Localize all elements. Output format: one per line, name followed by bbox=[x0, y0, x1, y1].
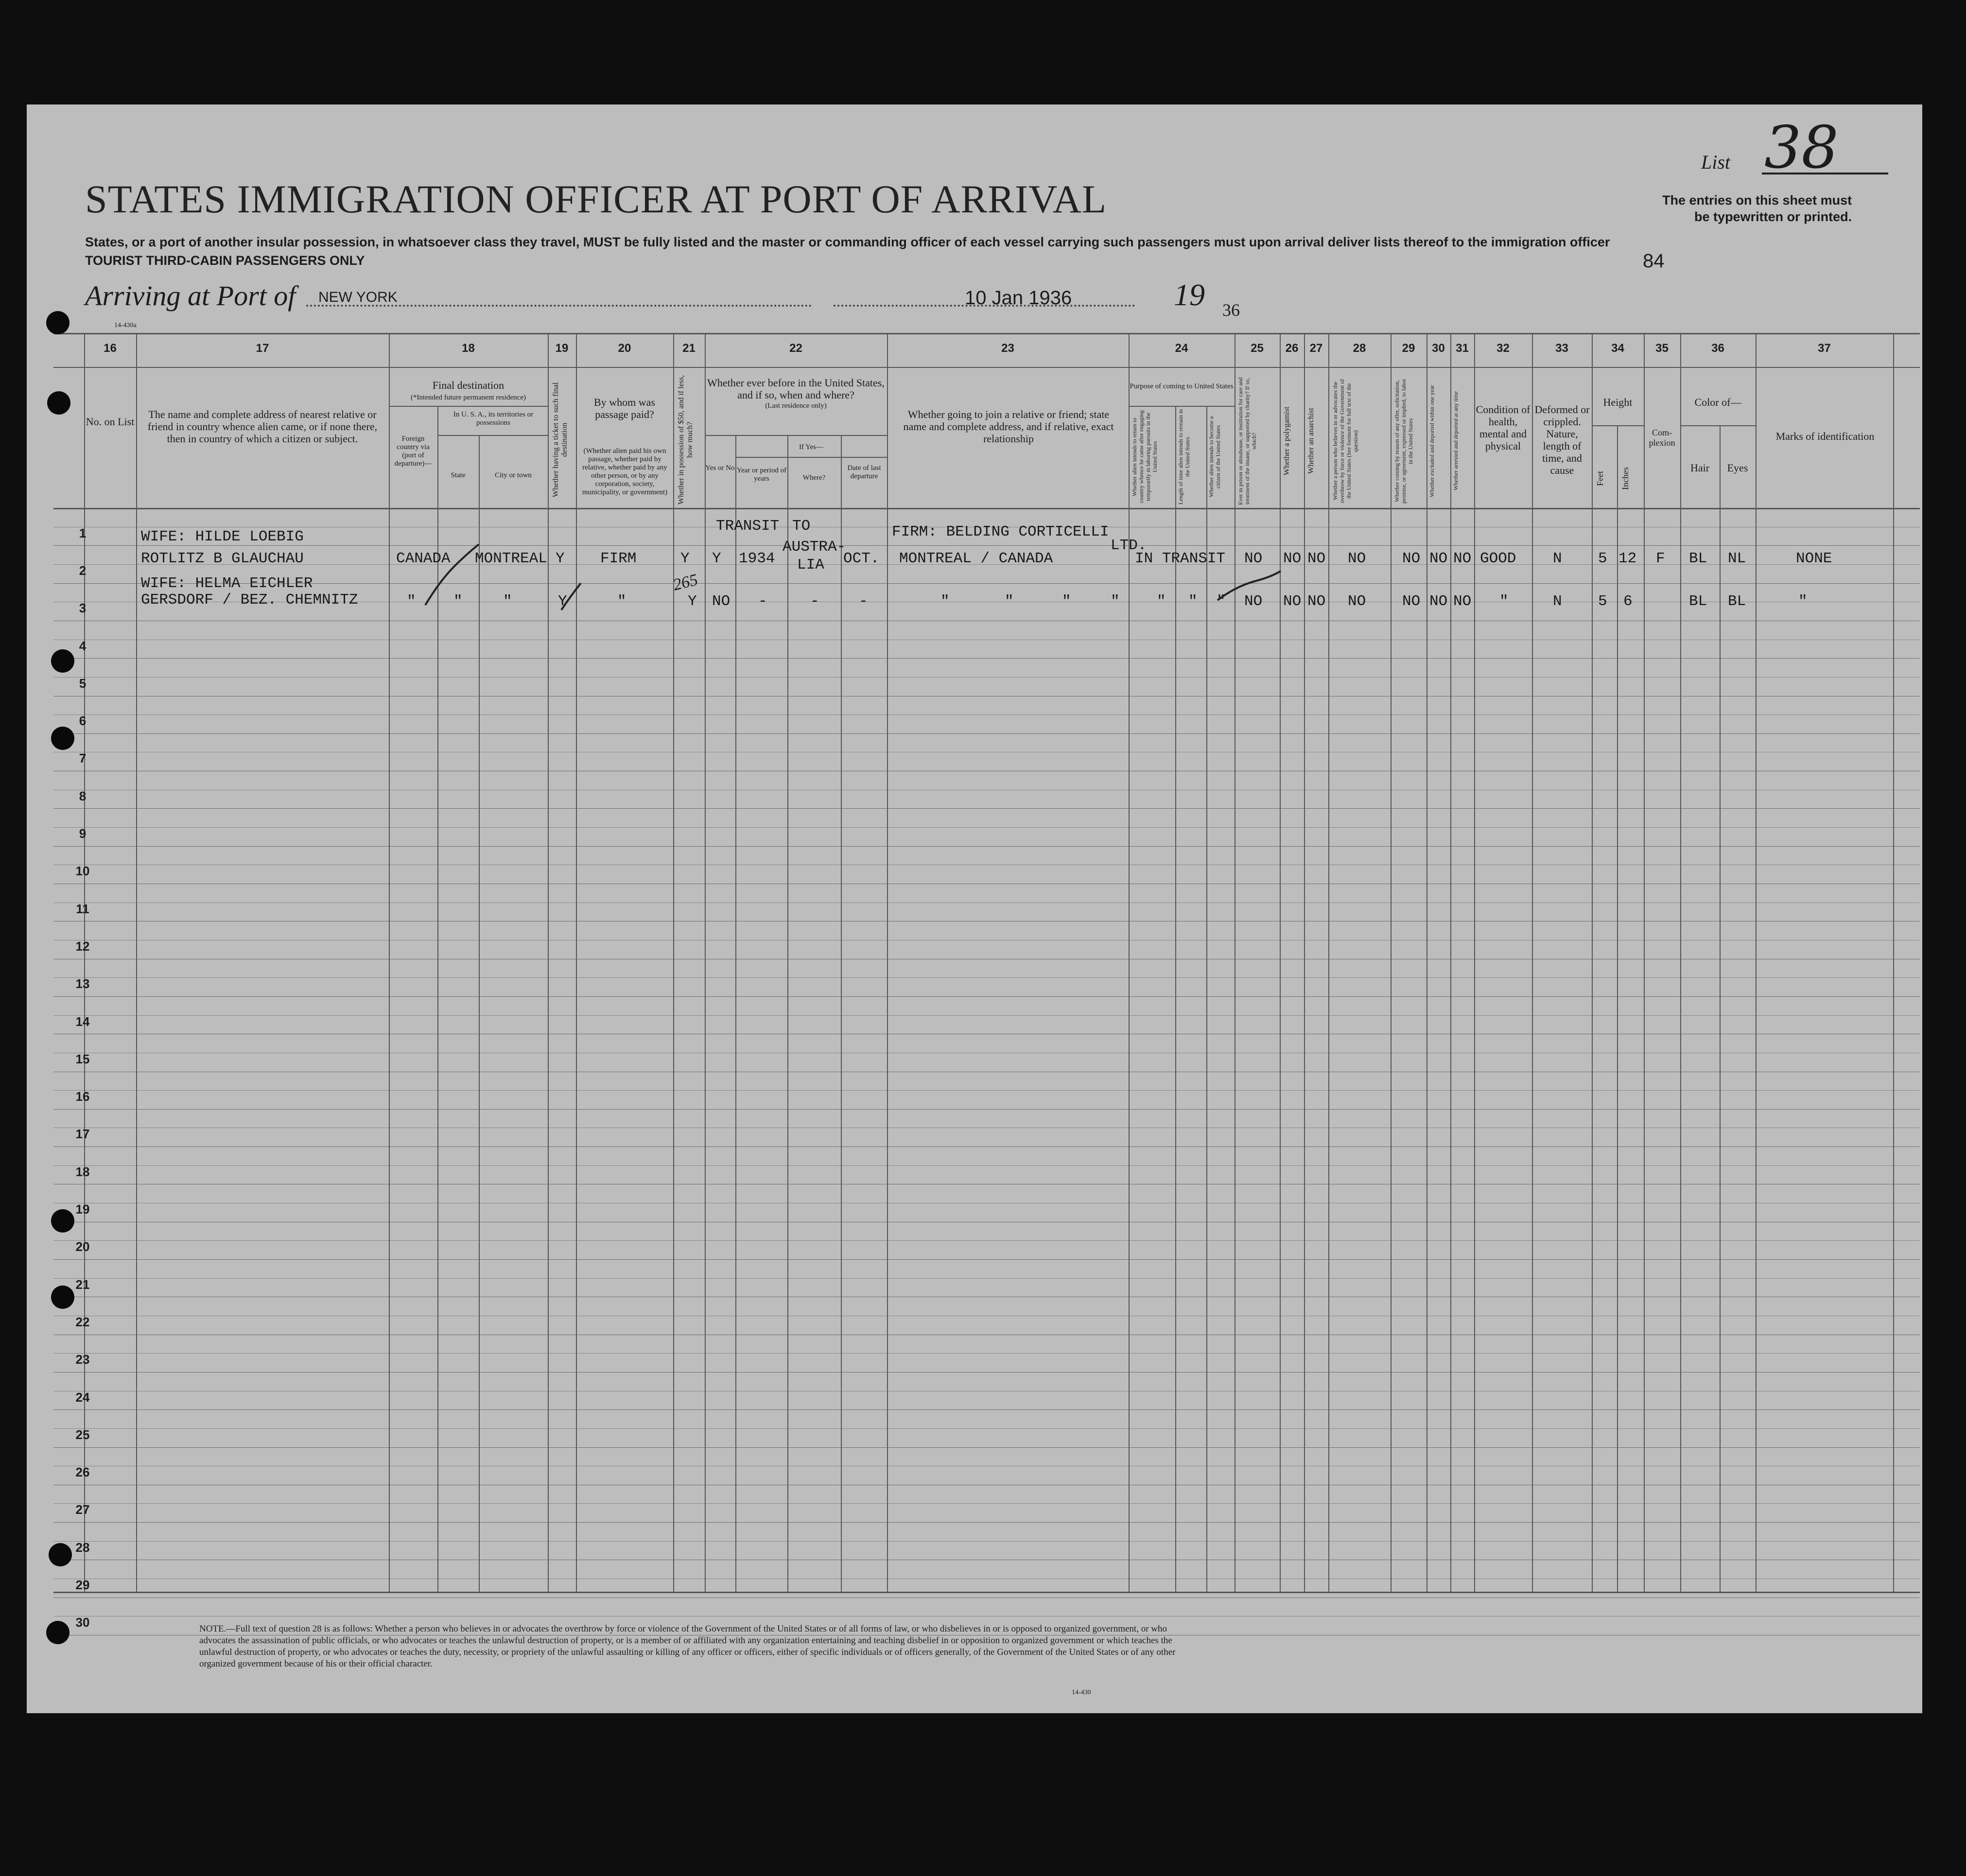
col-number: 30 bbox=[1432, 342, 1445, 355]
entry2-before-where: - bbox=[810, 593, 819, 610]
row-number: 17 bbox=[75, 1127, 90, 1141]
entry1-deformed: N bbox=[1553, 550, 1562, 567]
col-number: 16 bbox=[104, 342, 117, 355]
entry2-before-yes-no: NO bbox=[712, 593, 731, 610]
entry2-polygamist: NO bbox=[1283, 593, 1302, 610]
entries-note-line-1: The entries on this sheet must bbox=[1662, 193, 1852, 208]
col-number: 29 bbox=[1402, 342, 1415, 355]
entry1-before-where-2: LIA bbox=[797, 556, 824, 573]
binder-hole bbox=[51, 727, 74, 750]
entry2-purpose-a: " bbox=[1157, 593, 1166, 610]
arrival-date: 10 Jan 1936 bbox=[965, 287, 1072, 309]
hdr-relative: The name and complete address of nearest relative or friend in country whence alien came, or if none there, then in country of which a citizen or subject. bbox=[147, 408, 378, 445]
entry1-city: MONTREAL bbox=[475, 550, 547, 567]
entry2-hair: BL bbox=[1689, 593, 1707, 610]
row-number: 18 bbox=[75, 1164, 90, 1179]
entry2-purpose-b: " bbox=[1188, 593, 1198, 610]
hdr-final-destination-sub: (*Intended future permanent residence) bbox=[411, 394, 526, 401]
row-midline bbox=[53, 1278, 1920, 1279]
col-number: 36 bbox=[1711, 342, 1724, 355]
hdr-height: Height bbox=[1603, 396, 1633, 408]
manifest-sheet bbox=[27, 104, 1922, 1713]
col-number: 18 bbox=[462, 342, 475, 355]
row-number: 27 bbox=[75, 1502, 90, 1517]
entry2-city: " bbox=[503, 593, 512, 610]
col-number: 35 bbox=[1655, 342, 1669, 355]
entry1-offer: NO bbox=[1402, 550, 1421, 567]
binder-hole bbox=[51, 649, 74, 673]
row-line bbox=[53, 808, 1920, 809]
entry2-join-b: " bbox=[1005, 593, 1014, 610]
entry2-purpose-c: " bbox=[1217, 593, 1226, 610]
instructions: States, or a port of another insular possession, in whatsoever class they travel, MUST be fully listed and the master or commanding officer of each vessel carrying such passengers must upon arrival deliver lists thereof to the immigration officer bbox=[85, 235, 1610, 249]
check-mark bbox=[425, 544, 479, 605]
binder-hole bbox=[49, 1543, 72, 1566]
hdr-city: City or town bbox=[495, 471, 532, 479]
row-number: 23 bbox=[75, 1352, 90, 1367]
entry1-marks: NONE bbox=[1796, 550, 1832, 567]
col-number: 33 bbox=[1555, 342, 1568, 355]
entry1-fifty-dollars: Y bbox=[680, 550, 690, 567]
row-midline bbox=[53, 977, 1920, 978]
row-number: 19 bbox=[75, 1202, 90, 1216]
row-midline bbox=[53, 1090, 1920, 1091]
entry1-hair: BL bbox=[1689, 550, 1707, 567]
hdr-foreign-country: Foreign country via (port of departure)— bbox=[394, 435, 432, 468]
entry1-prison: NO bbox=[1244, 550, 1263, 567]
row-number: 20 bbox=[75, 1239, 90, 1254]
row-number: 11 bbox=[76, 902, 89, 916]
entry1-passage-paid: FIRM bbox=[600, 550, 637, 567]
row-line bbox=[53, 1259, 1920, 1260]
row-line bbox=[53, 1409, 1920, 1410]
entry1-anarchist: NO bbox=[1307, 550, 1326, 567]
handwritten-marks bbox=[27, 104, 1922, 688]
hdr-no-on-list: No. on List bbox=[86, 416, 135, 428]
hdr-offer: Whether coming by reason of any offer, solicitation, promise, or agreement, expressed or implied, to labor in the United States bbox=[1393, 379, 1414, 504]
col-number: 23 bbox=[1001, 342, 1014, 355]
entry1-before-date: OCT. bbox=[843, 550, 880, 567]
hdr-passage-paid-sub: (Whether alien paid his own passage, whether paid by relative, whether paid by any other person, or by any corporation, society, municipality, or government) bbox=[582, 447, 668, 496]
entry2-before-year: - bbox=[758, 593, 767, 610]
hdr-if-yes: If Yes— bbox=[799, 443, 823, 451]
hdr-excluded: Whether excluded and deported within one year bbox=[1428, 385, 1435, 497]
entry2-condition: " bbox=[1499, 593, 1509, 610]
binder-hole bbox=[51, 1209, 74, 1233]
col-number: 17 bbox=[256, 342, 269, 355]
col-number: 21 bbox=[682, 342, 696, 355]
hdr-complexion: Com-plexion bbox=[1649, 428, 1675, 448]
entry1-purpose: IN TRANSIT bbox=[1135, 550, 1226, 567]
row-line bbox=[53, 1447, 1920, 1448]
hdr-arrested: Whether arrested and deported at any time bbox=[1452, 391, 1459, 491]
entry1-before-where-top: TO bbox=[792, 518, 811, 535]
entry1-foreign-country: CANADA bbox=[396, 550, 451, 567]
entry1-overthrow: NO bbox=[1348, 550, 1366, 567]
hdr-polygamist: Whether a polygamist bbox=[1283, 406, 1291, 476]
entry2-inches: 6 bbox=[1623, 593, 1633, 610]
entry1-arrested: NO bbox=[1453, 550, 1472, 567]
row-midline bbox=[53, 1165, 1920, 1166]
row-line bbox=[53, 733, 1920, 734]
hdr-yes-no: Yes or No bbox=[705, 464, 735, 472]
row-number: 28 bbox=[75, 1540, 90, 1555]
row-number: 22 bbox=[75, 1315, 90, 1329]
entry2-join-a: " bbox=[940, 593, 950, 610]
col-number: 19 bbox=[555, 342, 569, 355]
row-midline bbox=[53, 1240, 1920, 1241]
entry1-join-line2: LTD. bbox=[1111, 537, 1147, 554]
entry2-feet: 5 bbox=[1598, 593, 1607, 610]
binder-hole bbox=[51, 1285, 74, 1309]
binder-hole bbox=[47, 391, 70, 415]
hdr-purpose: Purpose of coming to United States bbox=[1130, 382, 1234, 390]
row-line bbox=[53, 996, 1920, 997]
binder-hole bbox=[46, 311, 70, 334]
hdr-fifty-dollars: Whether in possession of $50, and if less, how much? bbox=[677, 375, 694, 505]
entry2-relative-line1: WIFE: HELMA EICHLER bbox=[141, 575, 313, 592]
entry2-relative-line2: GERSDORF / BEZ. CHEMNITZ bbox=[141, 591, 358, 608]
col-number: 34 bbox=[1611, 342, 1624, 355]
row-number: 3 bbox=[79, 601, 87, 615]
sheet-number: 84 bbox=[1643, 250, 1665, 272]
row-number: 21 bbox=[75, 1277, 90, 1292]
entry1-before-yes-no: Y bbox=[712, 550, 721, 567]
row-number: 30 bbox=[75, 1615, 90, 1630]
row-number: 4 bbox=[79, 639, 87, 653]
row-midline bbox=[53, 714, 1920, 715]
row-number: 7 bbox=[79, 751, 87, 765]
entry1-inches: 12 bbox=[1618, 550, 1637, 567]
entry1-eyes: NL bbox=[1728, 550, 1746, 567]
hdr-before-us: Whether ever before in the United States, and if so, when and where? bbox=[707, 377, 885, 401]
list-number: 38 bbox=[1764, 114, 1839, 182]
col-number: 28 bbox=[1353, 342, 1366, 355]
hdr-final-destination: Final destination bbox=[432, 379, 505, 391]
hdr-feet: Feet bbox=[1595, 471, 1605, 486]
entry1-join-line1: FIRM: BELDING CORTICELLI bbox=[892, 523, 1109, 540]
row-number: 10 bbox=[75, 864, 90, 878]
entry1-relative-line2: ROTLITZ B GLAUCHAU bbox=[141, 550, 304, 567]
entry1-relative-line1: WIFE: HILDE LOEBIG bbox=[141, 528, 304, 545]
hdr-in-usa: In U. S. A., its territories or possessions bbox=[453, 411, 534, 427]
entry2-fifty-hand: 265 bbox=[671, 571, 700, 594]
entry2-foreign-country: " bbox=[407, 593, 416, 610]
entry2-join-d: " bbox=[1111, 593, 1120, 610]
entry1-before-where-1: AUSTRA- bbox=[783, 538, 846, 556]
col-number: 31 bbox=[1456, 342, 1469, 355]
hdr-purpose-return: Whether alien intends to return to country whence he came after engaging temporarily in laboring pursuits in the United States bbox=[1131, 410, 1158, 504]
hdr-deformed: Deformed or crippled. Nature, length of time, and cause bbox=[1534, 403, 1590, 476]
entry1-before-transit: TRANSIT bbox=[716, 518, 780, 535]
hdr-state: State bbox=[451, 471, 466, 479]
row-number: 16 bbox=[75, 1089, 90, 1104]
row-line bbox=[53, 1146, 1920, 1147]
entry1-condition: GOOD bbox=[1480, 550, 1516, 567]
arriving-label: Arriving at Port of bbox=[85, 280, 296, 312]
row-midline bbox=[53, 1503, 1920, 1504]
hdr-overthrow: Whether a person who believes in or advocates the overthrow by force or violence of the Government of the United States (See footnote for full text of the question) bbox=[1332, 379, 1359, 504]
binder-hole bbox=[46, 1621, 70, 1644]
footnote: NOTE.—Full text of question 28 is as follows: Whether a person who believes in or advocates the overthrow by force or violence of the Government of the United States or of all forms of law, or who disbelieves in or is opposed to organized government, or who advocates the assassination of public officials, or who advocates or teaches the unlawful destruction of property, or is a member of or affiliated with any organization entertaining and teaching disbelief in or opposition to organized government or which teaches the unlawful destruction of property, or who advocates or teaches the duty, necessity, or propriety of the unlawful assaulting or killing of any officer or officers, either of specific individuals or of officers generally, of the Government of the United States or of any other organized government because of his or their official character. bbox=[199, 1624, 1176, 1669]
row-number: 9 bbox=[79, 826, 87, 841]
hdr-passage-paid: By whom was passage paid? bbox=[594, 396, 655, 420]
entry1-polygamist: NO bbox=[1283, 550, 1302, 567]
check-mark bbox=[1218, 571, 1281, 600]
col-number: 24 bbox=[1175, 342, 1188, 355]
hdr-marks: Marks of identification bbox=[1775, 430, 1875, 442]
hdr-last-residence: (Last residence only) bbox=[765, 402, 827, 410]
entry2-arrested: NO bbox=[1453, 593, 1472, 610]
entry2-join-c: " bbox=[1062, 593, 1071, 610]
hdr-color-of: Color of— bbox=[1694, 396, 1741, 408]
row-number: 1 bbox=[79, 526, 87, 540]
col-number: 37 bbox=[1818, 342, 1831, 355]
entry1-complexion: F bbox=[1656, 550, 1665, 567]
row-line bbox=[53, 1522, 1920, 1523]
row-number: 29 bbox=[75, 1578, 90, 1592]
col-number: 32 bbox=[1496, 342, 1510, 355]
hdr-eyes: Eyes bbox=[1727, 462, 1748, 474]
entry2-overthrow: NO bbox=[1348, 593, 1366, 610]
entry1-feet: 5 bbox=[1598, 550, 1607, 567]
hdr-where: Where? bbox=[802, 474, 826, 482]
row-line bbox=[53, 1109, 1920, 1110]
col-number: 20 bbox=[618, 342, 631, 355]
entry1-excluded: NO bbox=[1429, 550, 1448, 567]
hdr-condition: Condition of health, mental and physical bbox=[1476, 403, 1531, 452]
entry2-passage-paid: " bbox=[617, 593, 626, 610]
hdr-hair: Hair bbox=[1690, 462, 1710, 474]
hdr-inches: Inches bbox=[1620, 467, 1630, 490]
entry2-eyes: BL bbox=[1728, 593, 1746, 610]
entry2-anarchist: NO bbox=[1307, 593, 1326, 610]
hdr-ticket: Whether having a ticket to such final destination bbox=[552, 382, 569, 498]
col-number: 26 bbox=[1285, 342, 1299, 355]
hdr-join-relative: Whether going to join a relative or friend; state name and complete address, and if relative, exact relationship bbox=[903, 408, 1114, 445]
row-number: 13 bbox=[75, 976, 90, 991]
hdr-purpose-citizen: Whether alien intends to become a citizen of the United States bbox=[1208, 416, 1221, 498]
row-midline bbox=[53, 1428, 1920, 1429]
col-number: 25 bbox=[1251, 342, 1264, 355]
hdr-purpose-length: Length of time alien intends to remain in the United States bbox=[1177, 409, 1191, 505]
row-midline bbox=[53, 827, 1920, 828]
entry2-offer: NO bbox=[1402, 593, 1421, 610]
check-mark bbox=[561, 583, 581, 610]
row-number: 12 bbox=[75, 939, 90, 954]
row-midline bbox=[53, 1353, 1920, 1354]
hdr-prison: Ever in prison or almshouse, or institution for care and treatment of the insane, or supported by charity? If so, which? bbox=[1237, 377, 1257, 505]
row-midline bbox=[53, 1541, 1920, 1542]
port-value: NEW YORK bbox=[318, 289, 398, 305]
entry1-join-line3: MONTREAL / CANADA bbox=[899, 550, 1053, 567]
row-line bbox=[53, 846, 1920, 847]
row-number: 26 bbox=[75, 1465, 90, 1479]
row-number: 8 bbox=[79, 789, 87, 803]
hdr-anarchist: Whether an anarchist bbox=[1307, 408, 1315, 474]
row-number: 5 bbox=[79, 676, 87, 691]
entry2-state: " bbox=[453, 593, 463, 610]
row-number: 15 bbox=[75, 1052, 90, 1066]
entry2-deformed: N bbox=[1553, 593, 1562, 610]
year-suffix: 36 bbox=[1222, 300, 1240, 320]
page-title: STATES IMMIGRATION OFFICER AT PORT OF ARRIVAL bbox=[85, 177, 1107, 221]
entry2-excluded: NO bbox=[1429, 593, 1448, 610]
year-label: 19 bbox=[1174, 278, 1205, 312]
entry2-ticket: Y bbox=[558, 593, 567, 610]
hdr-date-departure: Date of last departure bbox=[847, 464, 881, 480]
grid-bottom-line bbox=[53, 1592, 1920, 1593]
row-midline bbox=[53, 1015, 1920, 1016]
entry2-prison: NO bbox=[1244, 593, 1263, 610]
col-number: 22 bbox=[789, 342, 802, 355]
row-number: 2 bbox=[79, 563, 87, 578]
footer-form-number: 14-430 bbox=[1072, 1689, 1091, 1696]
entry1-ticket: Y bbox=[556, 550, 565, 567]
row-number: 24 bbox=[75, 1390, 90, 1405]
cabin-class: TOURIST THIRD-CABIN PASSENGERS ONLY bbox=[85, 253, 365, 268]
row-number: 14 bbox=[75, 1014, 90, 1029]
entry2-fifty-dollars: Y bbox=[688, 593, 697, 610]
form-number: 14-430a bbox=[114, 322, 137, 329]
list-label: List bbox=[1701, 151, 1731, 173]
entry2-before-date: - bbox=[859, 593, 868, 610]
entries-note-line-2: be typewritten or printed. bbox=[1694, 209, 1852, 224]
row-number: 25 bbox=[75, 1427, 90, 1442]
hdr-year-period: Year or period of years bbox=[736, 467, 787, 483]
entry1-before-year: 1934 bbox=[739, 550, 775, 567]
col-number: 27 bbox=[1309, 342, 1323, 355]
row-number: 6 bbox=[79, 713, 87, 728]
entry2-marks: " bbox=[1798, 593, 1808, 610]
